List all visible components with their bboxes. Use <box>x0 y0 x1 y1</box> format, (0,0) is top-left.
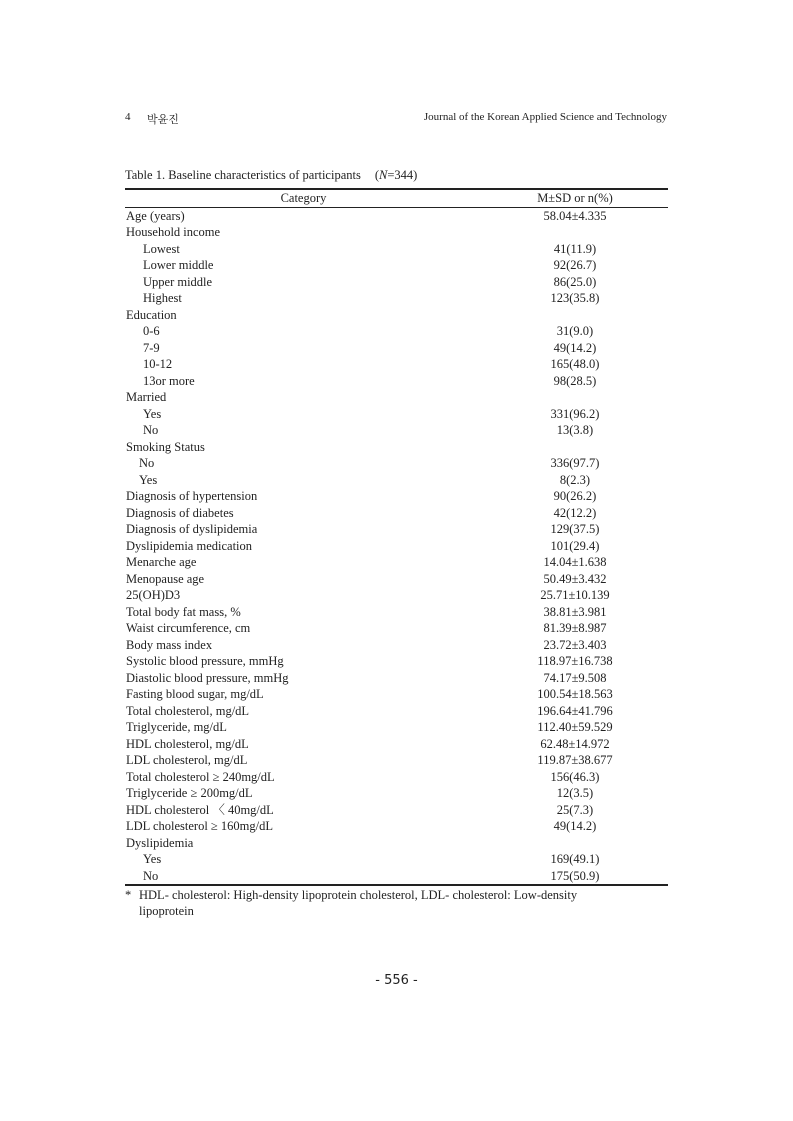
row-label: Married <box>126 390 167 404</box>
table-row <box>125 538 668 555</box>
row-label: Diagnosis of hypertension <box>126 489 258 503</box>
table-row <box>125 422 668 439</box>
row-label: Triglyceride, mg/dL <box>126 720 227 734</box>
row-value: 169(49.1) <box>550 852 600 866</box>
footnote-text: HDL- cholesterol: High-density lipoprotein cholesterol, LDL- cholesterol: Low-density lipoprotein <box>139 888 578 918</box>
table-row <box>125 224 668 241</box>
table-row <box>125 554 668 571</box>
row-value: 62.48±14.972 <box>540 736 610 751</box>
row-label: Total cholesterol, mg/dL <box>126 703 250 718</box>
table-row <box>125 703 668 720</box>
row-value: 129(37.5) <box>550 522 600 536</box>
row-value: 101(29.4) <box>550 538 600 553</box>
row-label: Menarche age <box>126 555 197 569</box>
table-caption <box>125 168 417 183</box>
table-header-row <box>125 189 668 207</box>
row-label: Dyslipidemia medication <box>126 538 253 553</box>
row-label: Yes <box>143 406 162 421</box>
row-label: Age (years) <box>126 208 185 223</box>
table-row <box>125 802 668 819</box>
table-row <box>125 274 668 291</box>
row-value: 31(9.0) <box>556 324 594 338</box>
row-value <box>482 307 668 324</box>
header-value: M±SD or n(%) <box>537 191 613 205</box>
row-value: 165(48.0) <box>550 357 600 371</box>
row-value: 81.39±8.987 <box>543 621 607 635</box>
row-value: 119.87±38.677 <box>537 753 613 767</box>
table-row <box>125 307 668 324</box>
row-value: 49(14.2) <box>553 340 597 355</box>
footnote-marker: * <box>125 888 132 902</box>
table-row <box>125 835 668 852</box>
row-value: 156(46.3) <box>550 769 600 784</box>
row-value: 92(26.7) <box>553 258 597 272</box>
row-label: Diagnosis of dyslipidemia <box>126 522 258 536</box>
row-value: 49(14.2) <box>553 819 597 833</box>
row-label: Upper middle <box>143 274 213 289</box>
table-row <box>125 505 668 522</box>
table-row <box>125 637 668 654</box>
table-row <box>125 472 668 489</box>
table-row <box>125 356 668 373</box>
table-row <box>125 207 668 224</box>
row-value: 118.97±16.738 <box>537 654 613 668</box>
table-row <box>125 653 668 670</box>
table-row <box>125 488 668 505</box>
table-row <box>125 587 668 604</box>
header-author: 박윤진 <box>147 114 179 126</box>
table-row <box>125 851 668 868</box>
row-value: 42(12.2) <box>553 505 597 520</box>
table-row <box>125 571 668 588</box>
table-sample-size: (N=344) <box>374 168 418 182</box>
table-row <box>125 290 668 307</box>
table-row <box>125 752 668 769</box>
baseline-table <box>125 188 668 886</box>
row-value: 336(97.7) <box>550 456 600 470</box>
row-value: 12(3.5) <box>556 786 594 800</box>
row-label: No <box>143 868 159 883</box>
table-row <box>125 241 668 258</box>
row-label: Menopause age <box>126 571 205 586</box>
row-value: 58.04±4.335 <box>543 208 607 223</box>
row-label: 13or more <box>143 373 195 388</box>
row-label: Waist circumference, cm <box>126 621 251 635</box>
table-row <box>125 818 668 835</box>
row-label: Fasting blood sugar, mg/dL <box>126 687 264 701</box>
row-value: 14.04±1.638 <box>543 555 607 569</box>
row-value: 50.49±3.432 <box>543 571 607 586</box>
row-label: Highest <box>143 291 182 305</box>
header-category: Category <box>280 191 327 205</box>
row-label: Lower middle <box>143 258 214 272</box>
row-value: 38.81±3.981 <box>543 604 607 619</box>
row-label: Education <box>126 307 177 322</box>
row-value: 100.54±18.563 <box>537 687 613 701</box>
row-label: HDL cholesterol 〈 40mg/dL <box>126 802 274 817</box>
row-value: 112.40±59.529 <box>537 720 613 734</box>
table-row <box>125 257 668 274</box>
row-label: Dyslipidemia <box>126 835 194 850</box>
table-row <box>125 406 668 423</box>
row-label: Systolic blood pressure, mmHg <box>126 654 284 668</box>
header-page-number: 4 <box>125 111 131 123</box>
row-value: 331(96.2) <box>550 406 600 421</box>
row-label: Lowest <box>143 241 180 256</box>
row-label: Triglyceride ≥ 200mg/dL <box>126 786 253 800</box>
row-label: 25(OH)D3 <box>126 588 181 602</box>
table-row <box>125 604 668 621</box>
table-row <box>125 389 668 406</box>
table-row <box>125 340 668 357</box>
table-row <box>125 785 668 802</box>
table-footnote <box>125 887 625 919</box>
table-row <box>125 323 668 340</box>
row-value: 25(7.3) <box>556 802 594 817</box>
row-label: Diagnosis of diabetes <box>126 505 234 520</box>
row-value <box>482 389 668 406</box>
table-row <box>125 719 668 736</box>
row-label: LDL cholesterol ≥ 160mg/dL <box>126 819 273 833</box>
row-label: Yes <box>143 852 162 866</box>
running-header <box>125 111 667 127</box>
row-value: 13(3.8) <box>556 423 594 437</box>
row-label: LDL cholesterol, mg/dL <box>126 753 248 767</box>
row-value: 98(28.5) <box>553 373 597 388</box>
row-value: 123(35.8) <box>550 291 600 305</box>
row-label: HDL cholesterol, mg/dL <box>126 736 249 751</box>
row-label: No <box>143 423 159 437</box>
row-label: Total cholesterol ≥ 240mg/dL <box>126 769 275 784</box>
row-label: Smoking Status <box>126 439 205 454</box>
table-row <box>125 686 668 703</box>
row-label: No <box>139 456 155 470</box>
table-row <box>125 670 668 687</box>
row-label: Total body fat mass, % <box>126 604 241 619</box>
table-row <box>125 439 668 456</box>
row-value <box>482 439 668 456</box>
row-value: 74.17±9.508 <box>543 670 607 685</box>
table-row <box>125 769 668 786</box>
table-row <box>125 521 668 538</box>
row-label: Body mass index <box>126 637 213 652</box>
header-journal-title: Journal of the Korean Applied Science and Technology <box>423 111 667 123</box>
row-label: 7-9 <box>143 340 160 355</box>
row-label: 10-12 <box>143 357 173 371</box>
row-label: Yes <box>139 472 158 487</box>
row-value: 8(2.3) <box>559 472 591 487</box>
row-label: Diastolic blood pressure, mmHg <box>126 670 289 685</box>
row-value: 196.64±41.796 <box>537 703 613 718</box>
table-row <box>125 455 668 472</box>
table-body <box>125 207 668 885</box>
table-caption-text: Table 1. Baseline characteristics of participants <box>125 168 361 182</box>
table-row <box>125 868 668 886</box>
row-value: 86(25.0) <box>553 274 597 289</box>
row-value <box>482 224 668 241</box>
row-value: 90(26.2) <box>553 489 597 503</box>
table-row <box>125 736 668 753</box>
row-label: 0-6 <box>143 324 160 338</box>
row-value: 23.72±3.403 <box>543 637 607 652</box>
row-value: 25.71±10.139 <box>540 588 610 602</box>
page-footer-number: - 556 - <box>375 973 418 988</box>
row-value: 175(50.9) <box>550 868 600 883</box>
row-value <box>482 835 668 852</box>
row-value: 41(11.9) <box>553 241 597 256</box>
table-row <box>125 620 668 637</box>
row-label: Household income <box>126 225 221 239</box>
table-row <box>125 373 668 390</box>
